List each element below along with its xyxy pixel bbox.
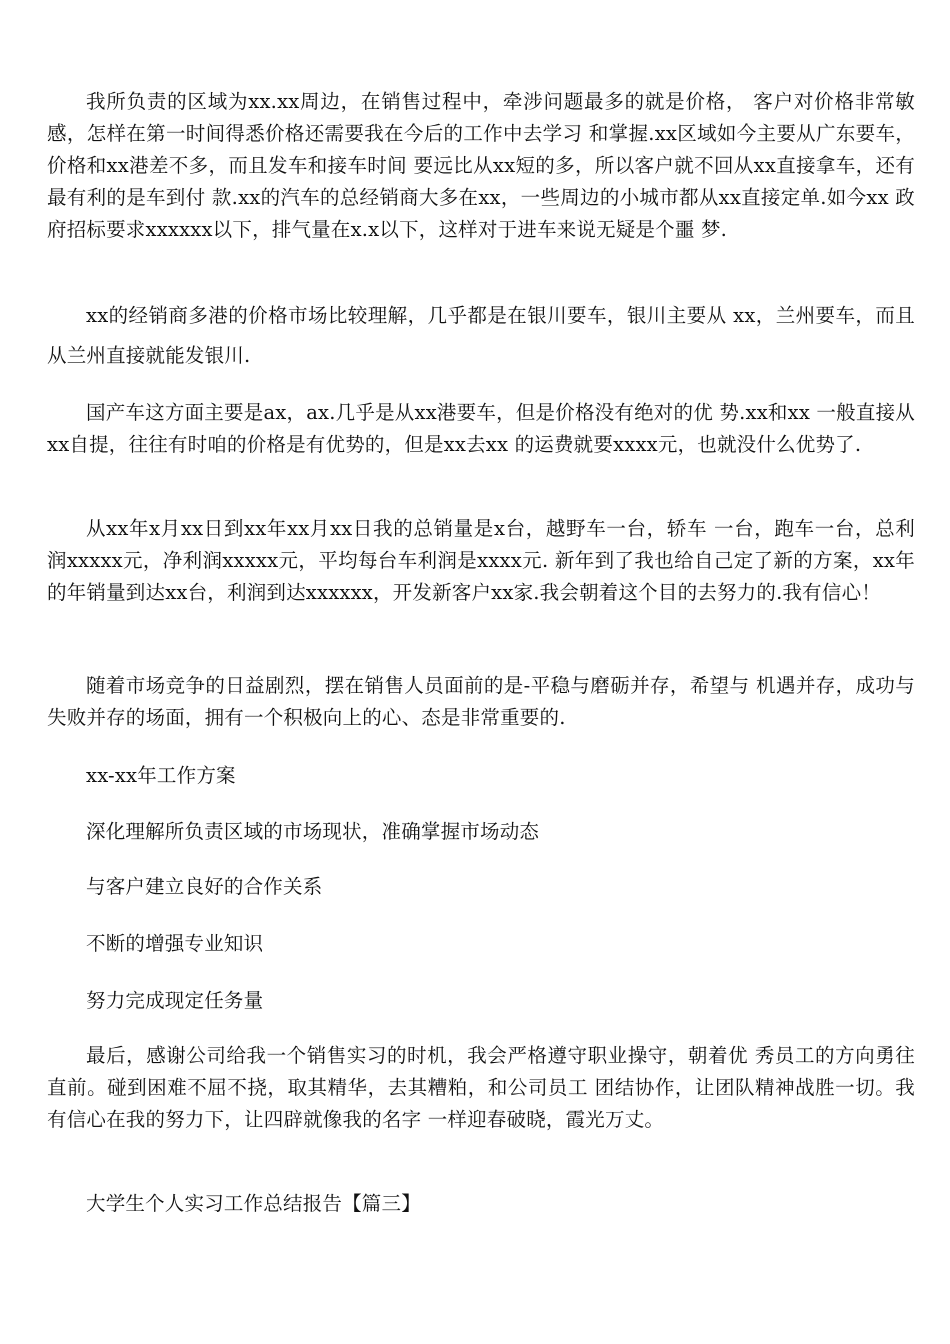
paragraph-market-competition: 随着市场竞争的日益剧烈，摆在销售人员面前的是-平稳与磨砺并存，希望与 机遇并存，成功与失败并存的场面，拥有一个积极向上的心、态是非常重要的. (47, 674, 915, 729)
paragraph-sales-summary: 从xx年x月xx日到xx年xx月xx日我的总销量是x台，越野车一台，轿车 一台，跑车一台，总利润xxxxx元，净利润xxxxx元，平均每台车利润是xxxx元. 新年到了我也给自己定了新的方案，xx年的年销量到达xx台，利润到达xxxxxx，开发新客户xx家.我会朝着这个目的去努力的.我有信心！ (47, 517, 915, 604)
paragraph-closing: 最后，感谢公司给我一个销售实习的时机，我会严格遵守职业操守，朝着优 秀员工的方向勇往直前。碰到困难不屈不挠，取其精华，去其糟粕，和公司员工 团结协作，让团队精神战胜一切。我有信心在我的努力下，让四辟就像我的名字 一样迎春破晓，霞光万丈。 (47, 1044, 915, 1131)
plan-item-task-quota: 努力完成现定任务量 (86, 989, 264, 1012)
paragraph-sales-region: 我所负责的区域为xx.xx周边，在销售过程中，牵涉问题最多的就是价格， 客户对价格非常敏感，怎样在第一时间得悉价格还需要我在今后的工作中去学习 和掌握.xx区域如今主要从广东要车，价格和xx港差不多，而且发车和接车时间 要远比从xx短的多，所以客户就不回从xx直接拿车，还有最有利的是车到付 款.xx的汽车的总经销商大多在xx，一些周边的小城市都从xx直接定单.如今xx 政府招标要求xxxxxx以下，排气量在x.x以下，这样对于进车来说无疑是个噩 梦. (47, 90, 915, 241)
paragraph-dealer-market: xx的经销商多港的价格市场比较理解，几乎都是在银川要车，银川主要从 xx，兰州要车，而且从兰州直接就能发银川. (47, 304, 915, 367)
plan-item-market-understanding: 深化理解所负责区域的市场现状，准确掌握市场动态 (86, 820, 540, 843)
heading-work-plan: xx-xx年工作方案 (86, 764, 236, 787)
plan-item-customer-relations: 与客户建立良好的合作关系 (86, 875, 323, 898)
section-title-part-three: 大学生个人实习工作总结报告【篇三】 (86, 1192, 421, 1215)
plan-item-professional-knowledge: 不断的增强专业知识 (86, 932, 264, 955)
paragraph-domestic-cars: 国产车这方面主要是ax，ax.几乎是从xx港要车，但是价格没有绝对的优 势.xx和xx 一般直接从xx自提，往往有时咱的价格是有优势的，但是xx去xx 的运费就要xxxx元，也就没什么优势了. (47, 401, 915, 456)
